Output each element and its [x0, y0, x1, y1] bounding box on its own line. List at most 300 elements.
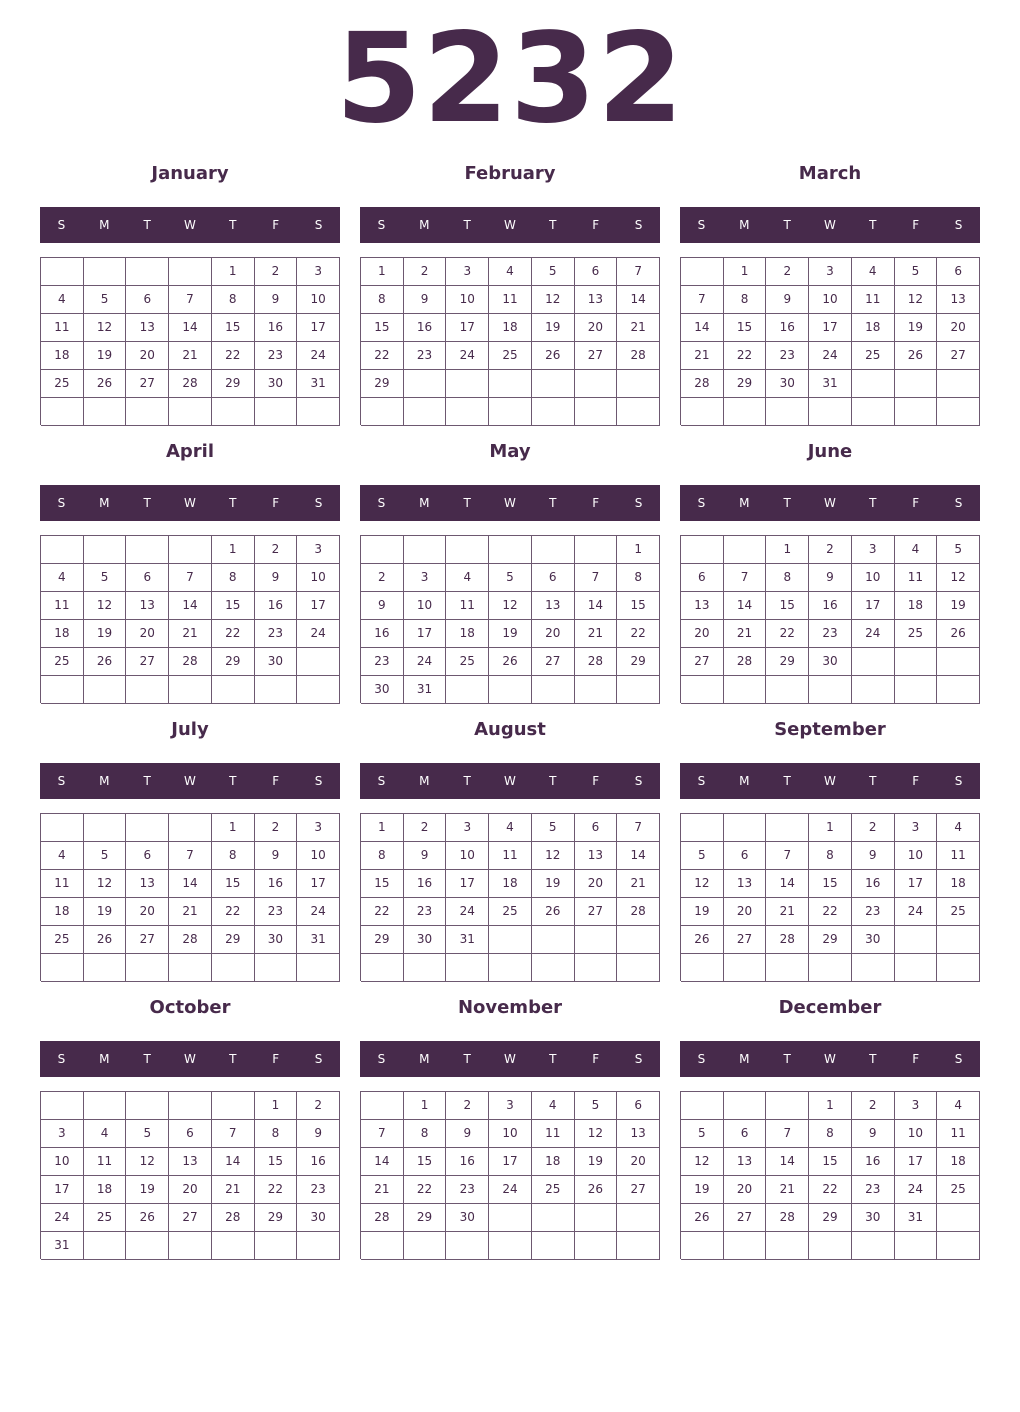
day-cell: 28 [724, 648, 767, 676]
day-cell: 29 [361, 926, 404, 954]
empty-day-cell [404, 954, 447, 982]
empty-day-cell [895, 398, 938, 426]
empty-day-cell [617, 1204, 660, 1232]
day-cell: 3 [41, 1120, 84, 1148]
day-cell: 13 [532, 592, 575, 620]
day-cell: 18 [937, 1148, 980, 1176]
day-cell: 24 [297, 620, 340, 648]
weekday-header [40, 763, 340, 799]
day-cell: 14 [169, 592, 212, 620]
month-name: August [474, 719, 546, 740]
weekday-header [360, 207, 660, 243]
day-cell: 3 [895, 814, 938, 842]
day-cell: 3 [852, 536, 895, 564]
empty-day-cell [852, 648, 895, 676]
day-cell: 24 [41, 1204, 84, 1232]
day-cell: 8 [809, 842, 852, 870]
day-cell: 26 [681, 926, 724, 954]
day-cell: 25 [852, 342, 895, 370]
day-cell: 3 [489, 1092, 532, 1120]
weekday-label: S [314, 496, 323, 510]
weekday-label: W [504, 496, 516, 510]
day-grid [680, 1091, 980, 1259]
day-cell: 17 [41, 1176, 84, 1204]
day-cell: 20 [575, 870, 618, 898]
day-cell: 8 [361, 842, 404, 870]
empty-day-cell [617, 398, 660, 426]
day-cell: 15 [212, 870, 255, 898]
day-cell: 12 [532, 842, 575, 870]
empty-day-cell [532, 954, 575, 982]
day-grid [680, 535, 980, 703]
day-cell: 8 [212, 564, 255, 592]
day-cell: 29 [724, 370, 767, 398]
day-cell: 23 [297, 1176, 340, 1204]
day-cell: 1 [809, 814, 852, 842]
day-cell: 20 [532, 620, 575, 648]
weekday-label: T [229, 496, 237, 510]
day-cell: 8 [361, 286, 404, 314]
day-cell: 12 [575, 1120, 618, 1148]
day-cell: 26 [532, 342, 575, 370]
day-cell: 29 [617, 648, 660, 676]
day-cell: 17 [809, 314, 852, 342]
empty-day-cell [766, 954, 809, 982]
day-cell: 13 [126, 592, 169, 620]
weekday-label: M [99, 218, 110, 232]
day-cell: 15 [809, 870, 852, 898]
day-cell: 14 [361, 1148, 404, 1176]
empty-day-cell [489, 1204, 532, 1232]
day-cell: 1 [255, 1092, 298, 1120]
day-cell: 16 [446, 1148, 489, 1176]
day-cell: 20 [937, 314, 980, 342]
day-cell: 15 [361, 314, 404, 342]
empty-day-cell [724, 954, 767, 982]
day-cell: 23 [809, 620, 852, 648]
empty-day-cell [489, 926, 532, 954]
day-cell: 15 [404, 1148, 447, 1176]
day-cell: 19 [84, 342, 127, 370]
day-cell: 5 [937, 536, 980, 564]
day-cell: 27 [532, 648, 575, 676]
day-cell: 1 [724, 258, 767, 286]
day-cell: 26 [681, 1204, 724, 1232]
day-cell: 20 [724, 898, 767, 926]
day-cell: 18 [446, 620, 489, 648]
day-cell: 22 [212, 342, 255, 370]
empty-day-cell [681, 536, 724, 564]
day-cell: 5 [681, 1120, 724, 1148]
weekday-label: T [463, 1052, 471, 1066]
weekday-label: W [824, 496, 836, 510]
month-september [680, 714, 980, 982]
day-cell: 2 [255, 258, 298, 286]
empty-day-cell [41, 676, 84, 704]
weekday-label: T [783, 218, 791, 232]
empty-day-cell [617, 954, 660, 982]
empty-day-cell [84, 676, 127, 704]
day-cell: 21 [575, 620, 618, 648]
day-cell: 14 [617, 286, 660, 314]
day-cell: 28 [617, 342, 660, 370]
day-cell: 28 [169, 370, 212, 398]
day-cell: 23 [404, 898, 447, 926]
day-grid [360, 813, 660, 981]
day-cell: 4 [41, 564, 84, 592]
day-cell: 17 [852, 592, 895, 620]
day-cell: 14 [212, 1148, 255, 1176]
weekday-label: M [99, 774, 110, 788]
day-cell: 14 [766, 1148, 809, 1176]
day-cell: 3 [446, 814, 489, 842]
empty-day-cell [489, 676, 532, 704]
empty-day-cell [575, 1204, 618, 1232]
weekday-header [40, 485, 340, 521]
day-cell: 30 [446, 1204, 489, 1232]
day-cell: 3 [895, 1092, 938, 1120]
empty-day-cell [212, 1232, 255, 1260]
weekday-label: W [824, 1052, 836, 1066]
empty-day-cell [937, 954, 980, 982]
weekday-label: T [869, 218, 877, 232]
weekday-label: W [504, 218, 516, 232]
day-cell: 21 [617, 870, 660, 898]
day-cell: 21 [361, 1176, 404, 1204]
day-cell: 7 [169, 286, 212, 314]
day-cell: 26 [532, 898, 575, 926]
day-grid [360, 1091, 660, 1259]
day-cell: 20 [126, 898, 169, 926]
day-cell: 17 [297, 870, 340, 898]
empty-day-cell [41, 536, 84, 564]
day-cell: 15 [255, 1148, 298, 1176]
day-cell: 30 [255, 926, 298, 954]
weekday-label: F [592, 774, 600, 788]
month-grid [40, 158, 980, 1260]
day-cell: 10 [446, 842, 489, 870]
empty-day-cell [724, 1232, 767, 1260]
day-cell: 27 [169, 1204, 212, 1232]
empty-day-cell [169, 398, 212, 426]
empty-day-cell [169, 676, 212, 704]
weekday-label: F [592, 218, 600, 232]
empty-day-cell [489, 1232, 532, 1260]
day-cell: 8 [212, 286, 255, 314]
day-cell: 6 [532, 564, 575, 592]
day-cell: 24 [489, 1176, 532, 1204]
day-cell: 5 [126, 1120, 169, 1148]
weekday-label: T [463, 496, 471, 510]
day-cell: 15 [361, 870, 404, 898]
empty-day-cell [937, 1204, 980, 1232]
day-cell: 4 [41, 842, 84, 870]
month-november [360, 992, 660, 1260]
day-cell: 31 [41, 1232, 84, 1260]
weekday-label: M [739, 218, 750, 232]
day-cell: 23 [404, 342, 447, 370]
weekday-label: T [549, 1052, 557, 1066]
day-cell: 25 [41, 370, 84, 398]
day-cell: 25 [41, 926, 84, 954]
day-cell: 18 [852, 314, 895, 342]
day-cell: 24 [852, 620, 895, 648]
empty-day-cell [41, 1092, 84, 1120]
day-cell: 19 [489, 620, 532, 648]
day-grid [40, 813, 340, 981]
day-cell: 25 [41, 648, 84, 676]
month-january [40, 158, 340, 426]
weekday-label: M [419, 218, 430, 232]
day-cell: 18 [489, 314, 532, 342]
empty-day-cell [895, 1232, 938, 1260]
day-cell: 27 [724, 1204, 767, 1232]
day-cell: 11 [446, 592, 489, 620]
day-cell: 25 [489, 342, 532, 370]
day-cell: 29 [361, 370, 404, 398]
day-cell: 23 [255, 342, 298, 370]
empty-day-cell [575, 676, 618, 704]
empty-day-cell [446, 398, 489, 426]
day-cell: 24 [809, 342, 852, 370]
day-cell: 27 [126, 648, 169, 676]
day-grid [40, 535, 340, 703]
day-cell: 25 [489, 898, 532, 926]
weekday-label: T [229, 1052, 237, 1066]
day-cell: 20 [169, 1176, 212, 1204]
day-cell: 4 [895, 536, 938, 564]
day-cell: 2 [297, 1092, 340, 1120]
empty-day-cell [532, 1232, 575, 1260]
day-cell: 10 [297, 842, 340, 870]
day-cell: 24 [404, 648, 447, 676]
day-cell: 18 [489, 870, 532, 898]
day-cell: 10 [895, 842, 938, 870]
day-cell: 20 [126, 620, 169, 648]
day-cell: 13 [575, 286, 618, 314]
day-cell: 4 [532, 1092, 575, 1120]
month-name: October [149, 997, 231, 1018]
day-cell: 14 [724, 592, 767, 620]
day-cell: 7 [361, 1120, 404, 1148]
day-grid [360, 535, 660, 703]
empty-day-cell [575, 536, 618, 564]
day-cell: 13 [169, 1148, 212, 1176]
day-cell: 6 [617, 1092, 660, 1120]
day-cell: 29 [255, 1204, 298, 1232]
empty-day-cell [617, 676, 660, 704]
day-cell: 7 [575, 564, 618, 592]
weekday-label: S [634, 774, 643, 788]
weekday-label: M [419, 1052, 430, 1066]
day-cell: 6 [126, 564, 169, 592]
day-cell: 30 [852, 926, 895, 954]
day-cell: 10 [852, 564, 895, 592]
day-cell: 12 [84, 592, 127, 620]
weekday-label: W [184, 218, 196, 232]
day-cell: 23 [361, 648, 404, 676]
day-cell: 9 [852, 1120, 895, 1148]
empty-day-cell [489, 954, 532, 982]
day-cell: 12 [532, 286, 575, 314]
day-cell: 16 [255, 870, 298, 898]
day-cell: 25 [532, 1176, 575, 1204]
weekday-label: S [314, 1052, 323, 1066]
day-cell: 14 [681, 314, 724, 342]
empty-day-cell [169, 954, 212, 982]
day-cell: 8 [404, 1120, 447, 1148]
day-cell: 7 [617, 258, 660, 286]
day-cell: 18 [84, 1176, 127, 1204]
empty-day-cell [446, 536, 489, 564]
empty-day-cell [126, 1092, 169, 1120]
empty-day-cell [681, 1092, 724, 1120]
day-cell: 28 [766, 926, 809, 954]
month-may [360, 436, 660, 704]
month-name: April [165, 441, 215, 462]
day-cell: 7 [681, 286, 724, 314]
day-cell: 7 [169, 564, 212, 592]
empty-day-cell [297, 676, 340, 704]
empty-day-cell [212, 676, 255, 704]
empty-day-cell [937, 926, 980, 954]
empty-day-cell [852, 398, 895, 426]
day-cell: 11 [532, 1120, 575, 1148]
day-cell: 14 [169, 870, 212, 898]
day-cell: 17 [404, 620, 447, 648]
day-cell: 27 [937, 342, 980, 370]
empty-day-cell [84, 954, 127, 982]
day-cell: 31 [404, 676, 447, 704]
day-cell: 25 [895, 620, 938, 648]
empty-day-cell [852, 954, 895, 982]
weekday-label: S [314, 774, 323, 788]
weekday-label: T [783, 496, 791, 510]
day-cell: 14 [169, 314, 212, 342]
day-cell: 15 [809, 1148, 852, 1176]
day-cell: 22 [766, 620, 809, 648]
day-cell: 21 [681, 342, 724, 370]
empty-day-cell [212, 954, 255, 982]
day-cell: 6 [937, 258, 980, 286]
day-cell: 17 [895, 1148, 938, 1176]
empty-day-cell [852, 1232, 895, 1260]
day-cell: 2 [361, 564, 404, 592]
empty-day-cell [724, 814, 767, 842]
day-cell: 10 [297, 564, 340, 592]
day-cell: 2 [255, 536, 298, 564]
day-cell: 5 [532, 814, 575, 842]
day-cell: 6 [575, 814, 618, 842]
day-cell: 15 [212, 592, 255, 620]
empty-day-cell [895, 648, 938, 676]
day-cell: 31 [895, 1204, 938, 1232]
day-cell: 21 [169, 620, 212, 648]
empty-day-cell [532, 536, 575, 564]
weekday-label: T [869, 496, 877, 510]
day-cell: 26 [126, 1204, 169, 1232]
day-cell: 27 [126, 370, 169, 398]
empty-day-cell [724, 676, 767, 704]
day-cell: 17 [489, 1148, 532, 1176]
day-cell: 17 [297, 592, 340, 620]
day-cell: 30 [852, 1204, 895, 1232]
day-cell: 7 [169, 842, 212, 870]
day-cell: 30 [255, 370, 298, 398]
day-cell: 4 [41, 286, 84, 314]
weekday-label: F [272, 496, 280, 510]
day-cell: 14 [575, 592, 618, 620]
weekday-label: S [697, 218, 706, 232]
empty-day-cell [126, 536, 169, 564]
day-cell: 30 [809, 648, 852, 676]
day-cell: 10 [895, 1120, 938, 1148]
weekday-header [680, 763, 980, 799]
day-cell: 13 [126, 870, 169, 898]
empty-day-cell [41, 954, 84, 982]
day-cell: 12 [895, 286, 938, 314]
weekday-label: T [549, 218, 557, 232]
day-cell: 2 [404, 258, 447, 286]
empty-day-cell [532, 1204, 575, 1232]
empty-day-cell [169, 1232, 212, 1260]
day-cell: 17 [895, 870, 938, 898]
day-cell: 21 [724, 620, 767, 648]
empty-day-cell [852, 676, 895, 704]
empty-day-cell [809, 398, 852, 426]
day-cell: 16 [255, 592, 298, 620]
empty-day-cell [126, 258, 169, 286]
day-cell: 20 [724, 1176, 767, 1204]
day-cell: 19 [937, 592, 980, 620]
empty-day-cell [126, 814, 169, 842]
day-cell: 7 [766, 1120, 809, 1148]
weekday-header [40, 1041, 340, 1077]
weekday-label: M [99, 496, 110, 510]
day-cell: 8 [617, 564, 660, 592]
day-cell: 5 [489, 564, 532, 592]
day-cell: 24 [297, 898, 340, 926]
day-cell: 30 [255, 648, 298, 676]
day-cell: 9 [809, 564, 852, 592]
weekday-label: M [99, 1052, 110, 1066]
empty-day-cell [895, 926, 938, 954]
weekday-label: S [954, 496, 963, 510]
empty-day-cell [617, 370, 660, 398]
day-cell: 3 [404, 564, 447, 592]
day-cell: 8 [809, 1120, 852, 1148]
day-cell: 16 [766, 314, 809, 342]
day-cell: 4 [489, 258, 532, 286]
empty-day-cell [532, 398, 575, 426]
day-cell: 4 [446, 564, 489, 592]
day-cell: 11 [41, 592, 84, 620]
weekday-label: F [912, 1052, 920, 1066]
day-cell: 22 [212, 620, 255, 648]
day-cell: 24 [446, 342, 489, 370]
day-grid [40, 1091, 340, 1259]
empty-day-cell [809, 954, 852, 982]
empty-day-cell [169, 258, 212, 286]
day-cell: 2 [766, 258, 809, 286]
empty-day-cell [212, 1092, 255, 1120]
day-cell: 6 [724, 842, 767, 870]
empty-day-cell [255, 676, 298, 704]
day-cell: 21 [169, 898, 212, 926]
day-cell: 1 [809, 1092, 852, 1120]
day-cell: 22 [617, 620, 660, 648]
day-cell: 3 [297, 258, 340, 286]
